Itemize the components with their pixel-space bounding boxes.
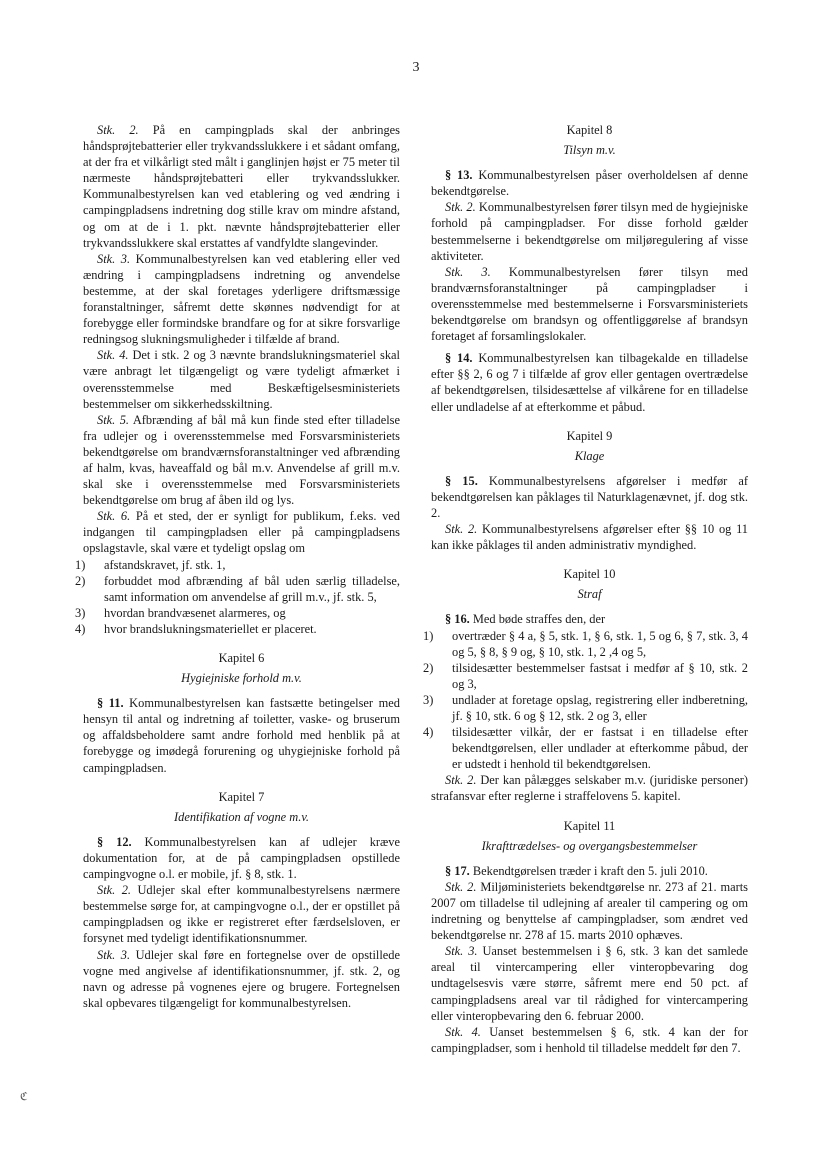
chapter-6-subtitle: Hygiejniske forhold m.v. — [181, 671, 302, 686]
paragraph-text: På et sted, der er synligt for publikum, f.eks. ved indgangen til campingpladsen eller på campingpladsens opslagstavle, skal være et tydeligt opslag om — [83, 509, 400, 556]
section-label: § 16. — [445, 612, 470, 627]
paragraph-text: Kommunalbestyrelsen fører tilsyn med brandværnsforanstaltninger på campingpladser i overensstemmelse med bestemmelserne i Forsvarsministeriets bekendtgørelse om brandsyn og offentliggørelse af brandsyn foretaget af forsamlingslokaler. — [431, 264, 748, 344]
list-item — [423, 692, 748, 724]
paragraph-12-stk3 — [83, 947, 400, 1011]
list-number: 2) — [75, 573, 86, 588]
paragraph-text: Kommunalbestyrelsen kan ved etablering eller ved ændring i campingpladsens indretning og anvendelse bestemme, at der skal foretages yderligere driftsmæssige foranstaltninger, såfremt dette skønnes nødvendigt for at forebygge eller formindske brandfare og for at sikre forsvarlige redningsog slukningsmuligheder i tilfælde af brand. — [83, 251, 400, 347]
list-number: 2) — [423, 660, 434, 675]
list-text: hvordan brandvæsenet alarmeres, og — [104, 605, 286, 620]
paragraph-17-stk2 — [431, 879, 748, 943]
list-text: hvor brandslukningsmateriellet er placeret. — [104, 621, 317, 636]
paragraph-17-stk4 — [431, 1024, 748, 1056]
paragraph-text: Det i stk. 2 og 3 nævnte brandslukningsmateriel skal være anbragt let tilgængeligt og være tydeligt afmærket i overensstemmelse med Beskæftigelsesministeriets bestemmelser om sikkerhedsskiltning. — [83, 348, 400, 411]
notice-list — [75, 557, 400, 637]
scan-mark: ℭ — [20, 1091, 28, 1103]
left-column — [75, 122, 400, 1011]
penalty-list — [423, 628, 748, 773]
paragraph-12-stk2 — [83, 882, 400, 946]
paragraph-text: Uanset bestemmelsen i § 6, stk. 3 kan det samlede areal til vintercampering eller vinteropbevaring dog undtagelsesvis være større, såfremt mere end 50 pct. af campingpladsens areal var til rådighed for vintercampering eller vinteropbevaring den 6. februar 2000. — [431, 944, 748, 1023]
page-number: 3 — [412, 60, 420, 75]
paragraph-text: Kommunalbestyrelsen kan fastsætte betingelser med hensyn til antal og indretning af toiletter, vaske- og bruserum og affaldsbeholdere samt andre forhold med henblik på at forebygge og imødegå forurening og uhygiejniske forhold på campingpladsen. — [83, 696, 400, 775]
section-label: § 14. — [445, 351, 473, 366]
paragraph-15-stk2 — [431, 521, 748, 553]
stk-label: Stk. 3. — [445, 264, 491, 279]
list-number: 1) — [423, 628, 434, 643]
section-label: § 15. — [445, 473, 478, 488]
paragraph-14 — [431, 350, 748, 414]
list-item — [423, 724, 748, 772]
chapter-7-title: Kapitel 7 — [218, 789, 265, 804]
paragraph-17-stk3 — [431, 943, 748, 1023]
list-item — [423, 628, 748, 660]
paragraph-13-stk2 — [431, 199, 748, 263]
list-text: overtræder § 4 a, § 5, stk. 1, § 6, stk. 1, 5 og 6, § 7, stk. 3, 4 og 5, § 8, § 9 og, § 10, stk. 1, 2 ,4 og 5, — [452, 628, 748, 659]
paragraph-15 — [431, 473, 748, 521]
list-item — [75, 573, 400, 605]
paragraph-text: Kommunalbestyrelsens afgørelser efter §§ 10 og 11 kan ikke påklages til anden administrativ myndighed. — [431, 522, 748, 553]
paragraph-stk6 — [83, 508, 400, 556]
paragraph-text: Kommunalbestyrelsens afgørelser i medfør af bekendtgørelsen kan påklages til Naturklagenævnet, jf. dog stk. 2. — [431, 473, 749, 520]
chapter-9-subtitle: Klage — [574, 448, 605, 463]
section-label: § 13. — [445, 168, 473, 183]
paragraph-stk2 — [83, 122, 400, 251]
stk-label: Stk. 6. — [97, 509, 131, 524]
paragraph-16-stk2 — [431, 772, 748, 804]
paragraph-text: Udlejer skal efter kommunalbestyrelsens nærmere bestemmelse sørge for, at campingvogne o.l., der er opstillet på campingpladsen og ikke er registreret efter færdselsloven, er forsynet med tydeligt identifikationsnummer. — [83, 883, 400, 946]
stk-label: Stk. 2. — [445, 879, 477, 894]
paragraph-13 — [431, 167, 748, 199]
stk-label: Stk. 2. — [445, 773, 477, 788]
paragraph-12 — [83, 834, 400, 882]
paragraph-text: Uanset bestemmelsen § 6, stk. 4 kan der for campingpladser, som i henhold til tilladelse meddelt før den 7. — [431, 1024, 748, 1055]
section-label: § 17. — [445, 863, 470, 878]
chapter-8-title: Kapitel 8 — [566, 123, 613, 137]
list-text: undlader at foretage opslag, registrering eller indberetning, jf. § 10, stk. 6 og § 12, stk. 2 og 3, eller — [452, 692, 748, 723]
chapter-7-subtitle: Identifikation af vogne m.v. — [174, 809, 309, 824]
paragraph-13-stk3 — [431, 264, 748, 344]
section-label: § 12. — [97, 834, 132, 849]
list-item — [75, 621, 400, 637]
chapter-11-title: Kapitel 11 — [563, 818, 616, 833]
list-number: 3) — [75, 605, 86, 620]
paragraph-16 — [431, 611, 748, 627]
stk-label: Stk. 3. — [97, 251, 131, 266]
chapter-6-title: Kapitel 6 — [218, 651, 265, 665]
paragraph-text: Kommunalbestyrelsen fører tilsyn med de hygiejniske forhold på campingpladser. For disse forhold gælder bestemmelserne i bekendtgørelse om miljøregulering af visse aktiviteter. — [431, 200, 748, 263]
paragraph-text: Kommunalbestyrelsen kan af udlejer kræve dokumentation for, at de på campingpladsen opstillede campingvogne o.l. er mobile, jf. § 8, stk. 1. — [83, 834, 400, 882]
stk-label: Stk. 2. — [97, 883, 131, 898]
paragraph-text: Miljøministeriets bekendtgørelse nr. 273 af 21. marts 2007 om tilladelse til udlejning af arealer til campering og om indretning og benyttelse af campingpladser, som ændret ved bekendtgørelse nr. 278 af 15. marts 2010 ophæves. — [431, 879, 748, 943]
list-number: 1) — [75, 557, 86, 572]
paragraph-text: Kommunalbestyrelsen påser overholdelsen af denne bekendtgørelse. — [431, 168, 748, 199]
paragraph-stk4 — [83, 347, 400, 411]
list-item — [75, 557, 400, 573]
paragraph-11 — [83, 695, 400, 775]
stk-label: Stk. 3. — [97, 947, 131, 962]
list-number: 4) — [75, 621, 86, 636]
stk-label: Stk. 2. — [445, 200, 476, 215]
list-item — [423, 660, 748, 692]
paragraph-text: Kommunalbestyrelsen kan tilbagekalde en tilladelse efter §§ 2, 6 og 7 i tilfælde af grov eller gentagen overtrædelse af bekendtgørelsen, tilsidesættelse af vilkårene for en tilladelse eller undladelse af at efterkomme et påbud. — [431, 351, 749, 414]
paragraph-text: Med bøde straffes den, der — [469, 612, 606, 627]
stk-label: Stk. 5. — [97, 412, 130, 427]
paragraph-text: Bekendtgørelsen træder i kraft den 5. juli 2010. — [469, 863, 708, 878]
list-number: 4) — [423, 725, 434, 740]
paragraph-text: Udlejer skal føre en fortegnelse over de opstillede vogne med angivelse af identifikationsnummer, jf. stk. 2, og navn og adresse på vognenes ejere og brugere. Fortegnelsen skal opbevares tilgængeligt for kommunalbestyrelsen. — [83, 947, 400, 1010]
paragraph-17 — [431, 863, 748, 879]
paragraph-text: På en campingplads skal der anbringes håndsprøjtebatterier eller trykvandsslukkere i et sådant omfang, at der fra et vilkårligt sted målt i ganglinjen højst er 75 meter til nærmeste håndsprøjtebatteri eller trykvandsslukker. Kommunalbestyrelsen kan ved etablering og ved ændring i campingpladsens indretning dog stille krav om mindre afstand, og om at de i 1. pkt. nævnte håndsprøjtebatterier eller trykvandsslukkere skal erstattes af vandfyldte slangevinder. — [83, 123, 400, 250]
stk-label: Stk. 2. — [97, 123, 139, 137]
paragraph-text: Der kan pålægges selskaber m.v. (juridiske personer) strafansvar efter reglerne i straffelovens 5. kapitel. — [431, 773, 748, 804]
stk-label: Stk. 2. — [445, 522, 478, 537]
stk-label: Stk. 3. — [445, 944, 478, 959]
list-text: tilsidesætter bestemmelser fastsat i medfør af § 10, stk. 2 og 3, — [452, 660, 748, 691]
right-column — [423, 122, 749, 1056]
section-label: § 11. — [97, 696, 124, 711]
paragraph-stk3 — [83, 251, 400, 348]
paragraph-stk5 — [83, 412, 400, 509]
list-text: afstandskravet, jf. stk. 1, — [104, 557, 226, 572]
paragraph-text: Afbrænding af bål må kun finde sted efter tilladelse fra udlejer og i overensstemmelse med Forsvarsministeriets bekendtgørelse om brandværnsforanstaltninger ved afbrænding af halm, kvas, haveaffald og bål m.v. Anvendelse af grill m.v. skal ske i overensstemmelse med Forsvarsministeriets bekendtgørelse om brug af åben ild og lys. — [83, 412, 400, 508]
chapter-11-subtitle: Ikrafttrædelses- og overgangsbestemmelser — [481, 838, 698, 853]
chapter-9-title: Kapitel 9 — [566, 428, 613, 443]
list-text: forbuddet mod afbrænding af bål uden særlig tilladelse, samt information om anvendelse af grill m.v., jf. stk. 5, — [104, 573, 400, 604]
chapter-8-subtitle: Tilsyn m.v. — [563, 143, 616, 158]
list-item — [75, 605, 400, 621]
list-text: tilsidesætter vilkår, der er fastsat i en tilladelse efter bekendtgørelsen, eller undlader at efterkomme påbud, der er udstedt i henhold til bekendtgørelsen. — [452, 725, 748, 772]
stk-label: Stk. 4. — [445, 1024, 481, 1039]
chapter-10-subtitle: Straf — [577, 587, 602, 602]
chapter-10-title: Kapitel 10 — [563, 567, 616, 582]
stk-label: Stk. 4. — [97, 348, 129, 363]
list-number: 3) — [423, 692, 434, 707]
